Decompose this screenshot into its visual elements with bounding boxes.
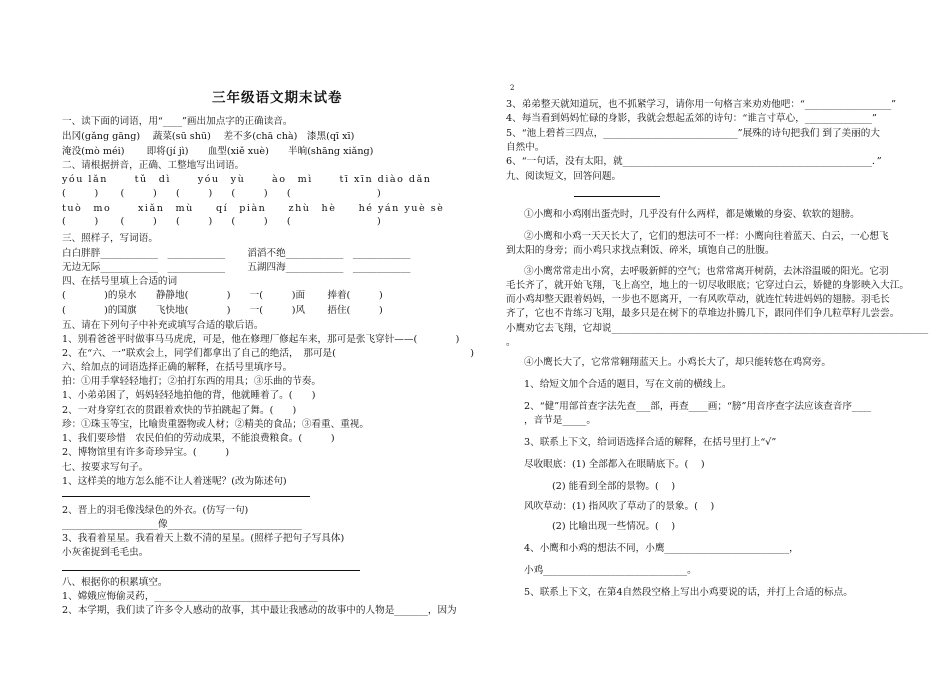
left-line-20: 1、小弟弟困了，妈妈轻轻地拍他的背，他就睡着了。( ) <box>62 390 316 401</box>
left-line-8: ( ) ( ) ( ) ( ) ( ) <box>62 216 381 227</box>
left-line-34: 1、嫦娥应悔偷灵药，__________________________________ <box>62 591 318 602</box>
left-line-2: 出冈(gǎng gāng) 蔬菜(sū shū) 差不多(chā chà) 漆黑(qī xī) <box>62 131 355 142</box>
paragraph-4: ④小鹰长大了，它常常翱翔蓝天上。小鸡长大了，却只能转悠在鸡窝旁。 <box>524 357 831 368</box>
page-mark: 2 <box>510 84 515 92</box>
right-line-1: 3、弟弟整天就知道玩，也不抓紧学习，请你用一句格言来劝劝他吧：“__________________” <box>506 99 897 110</box>
paragraph-3-line-3: 而小鸡却整天跟着妈妈，一步也不愿离开，一有风吹草动，就连忙转进妈妈的翅膀。羽毛长 <box>506 294 890 305</box>
right-line-6: 九、阅读短文，回答问题。 <box>506 171 622 182</box>
left-line-16: 1、别看爸爸平时做事马马虎虎，可是，他在修理厂修起车来，那可是张飞穿针——( ) <box>62 334 460 345</box>
question-line-4: 3、联系上下文，给词语选择合适的解释，在括号里打上“√” <box>524 437 777 448</box>
left-line-3: 淹没(mò méi) 即将(jí jì) 血型(xiě xuè) 半晌(shāng xiǎng) <box>62 146 374 157</box>
question-line-6: (2) 能看到全部的景物。( ) <box>552 481 676 492</box>
answer-line-1 <box>62 496 310 497</box>
left-line-33: 八、根据你的积累填空。 <box>62 577 168 588</box>
right-line-3: 5、“池上碧苔三四点，____________________________”展殊的诗句把我们 到了美丽的大 <box>506 128 880 139</box>
paragraph-1: ①小鹰和小鸡刚出蛋壳时，几乎没有什么两样，都是嫩嫩的身姿、软软的翅膀。 <box>524 209 860 220</box>
paragraph-3-line-1: ③小鹰常常走出小窝，去呼吸新鲜的空气；也常常离开树荫，去沐浴温暖的阳光。它羽 <box>524 266 889 277</box>
left-line-31: 小灰雀捉到毛毛虫。 <box>62 547 149 558</box>
left-line-28: 2、晋上的羽毛像浅绿色的外衣。(仿写一句) <box>62 505 249 516</box>
left-line-19: 拍：①用手掌轻轻地打；②拍打东西的用具；③乐曲的节奏。 <box>62 376 322 387</box>
left-line-26: 1、这样美的地方怎么能不让人着迷呢？(改为陈述句) <box>62 476 287 487</box>
left-line-21: 2、一对身穿红衣的贯跟着欢快的节拍跳起了舞。( ) <box>62 405 297 416</box>
left-line-13: ( )的泉水 静静地( ) 一( )面 捧着( ) <box>62 290 383 301</box>
question-line-2: 2、“健”用部首查字法先查___部，再查____画；“膀”用音序查字法应该查音序____ <box>524 401 872 412</box>
left-line-18: 六、给加点的词语选择正确的解释，在括号里填序号。 <box>62 362 293 373</box>
paragraph-2-line-2: 到太阳的身旁；而小鸡只求找点剩饭、碎米，填饱自己的肚腹。 <box>506 245 775 256</box>
left-line-9: 三、照样子，写词语。 <box>62 233 158 244</box>
question-line-3: ，音节是_____。 <box>524 415 596 426</box>
left-line-29: ____________________像____________________________ <box>62 519 302 530</box>
right-line-2: 4、每当看到妈妈忙碌的身影，我就会想起孟郊的诗句：“谁言寸草心，______________” <box>506 113 877 124</box>
left-line-23: 1、我们要珍惜 农民伯伯的劳动成果，不能浪费粮食。( ) <box>62 433 335 444</box>
left-line-7: tuò mo xiǎn mù qí piàn zhù hè hé yán yuè sè <box>62 203 445 214</box>
paragraph-3-line-2: 毛长齐了，就开始飞翔，飞上高空，地上的一切尽收眼底；它穿过白云，娇健的身影映入大江。 <box>506 280 909 291</box>
paragraph-3-line-5: 小鹰劝它去飞翔，它却说__________________________________________________________________ <box>506 323 929 334</box>
exam-title: 三年级语文期末试卷 <box>212 90 343 106</box>
left-line-1: 一、读下面的词语，用“____”画出加点字的正确读音。 <box>62 116 293 127</box>
left-line-24: 2、博物馆里有许多奇珍异宝。( ) <box>62 447 230 458</box>
left-line-15: 五、请在下列句子中补充或填写合适的歇后语。 <box>62 320 264 331</box>
left-line-22: 珍：①珠玉等宝，比喻贵重器物或人材；②精美的食品；③看重、重视。 <box>62 419 369 430</box>
left-line-30: 3、我看着星星。我看着天上数不清的星星。(照样子把句子写具体) <box>62 533 345 544</box>
left-line-10: 白白胖胖____________ ____________ 滔滔不绝____________ ____________ <box>62 248 411 259</box>
answer-line-2 <box>62 570 360 571</box>
left-line-12: 四、在括号里填上合适的词 <box>62 276 178 287</box>
question-line-9: 4、小鹰和小鸡的想法不同，小鹰__________________________， <box>524 543 799 554</box>
paragraph-3-line-4: 齐了，它也不肯练习飞翔，最多只是在树下的草堆边扑腾几下，跟同伴们争几粒草籽儿尝尝。 <box>506 308 900 319</box>
left-line-14: ( )的国旗 飞快地( ) 一( )风 捂住( ) <box>62 305 383 316</box>
left-line-17: 2、在“六、一”联欢会上，同学们都拿出了自己的绝活， 那可是( ) <box>62 348 474 359</box>
question-line-8: (2) 比喻出现一些情况。( ) <box>552 521 676 532</box>
left-line-5: yóu lǎn tǔ dì yóu yù ào mì tī xīn diào dǎn <box>62 174 432 185</box>
left-line-25: 七、按要求写句子。 <box>62 462 149 473</box>
left-line-11: 无边无际____________ ____________ 五湖四海____________ ____________ <box>62 262 411 273</box>
question-line-11: 5、联系上下文，在第4自然段空格上写出小鸡要说的话，并打上合适的标点。 <box>524 587 853 598</box>
paragraph-3-line-6: 。 <box>506 337 516 348</box>
question-line-1: 1、给短文加个合适的题目，写在文前的横线上。 <box>524 379 732 390</box>
left-line-4: 二、请根据拼音，正确、工整地写出词语。 <box>62 160 245 171</box>
question-line-5: 尽收眼底：(1) 全部都入在眼睛底下。( ) <box>524 459 705 470</box>
right-line-4: 自然中。 <box>506 142 545 153</box>
question-line-10: 小鸡______________________________。 <box>524 565 697 576</box>
reading-title-blank <box>574 196 660 197</box>
question-line-7: 风吹草动：(1) 指风吹了草动了的景象。( ) <box>524 501 715 512</box>
paragraph-2-line-1: ②小鹰和小鸡一天天长大了，它们的想法可不一样：小鹰向往着蓝天、白云，一心想飞 <box>524 231 889 242</box>
left-line-35: 2、本学期，我们读了许多令人感动的故事，其中最让我感动的故事中的人物是_______，因为 <box>62 605 457 616</box>
left-line-6: ( ) ( ) ( ) ( ) ( ) <box>62 188 381 199</box>
right-line-5: 6、“一句话，没有太阳，就____________________________________________________．” <box>506 156 882 167</box>
